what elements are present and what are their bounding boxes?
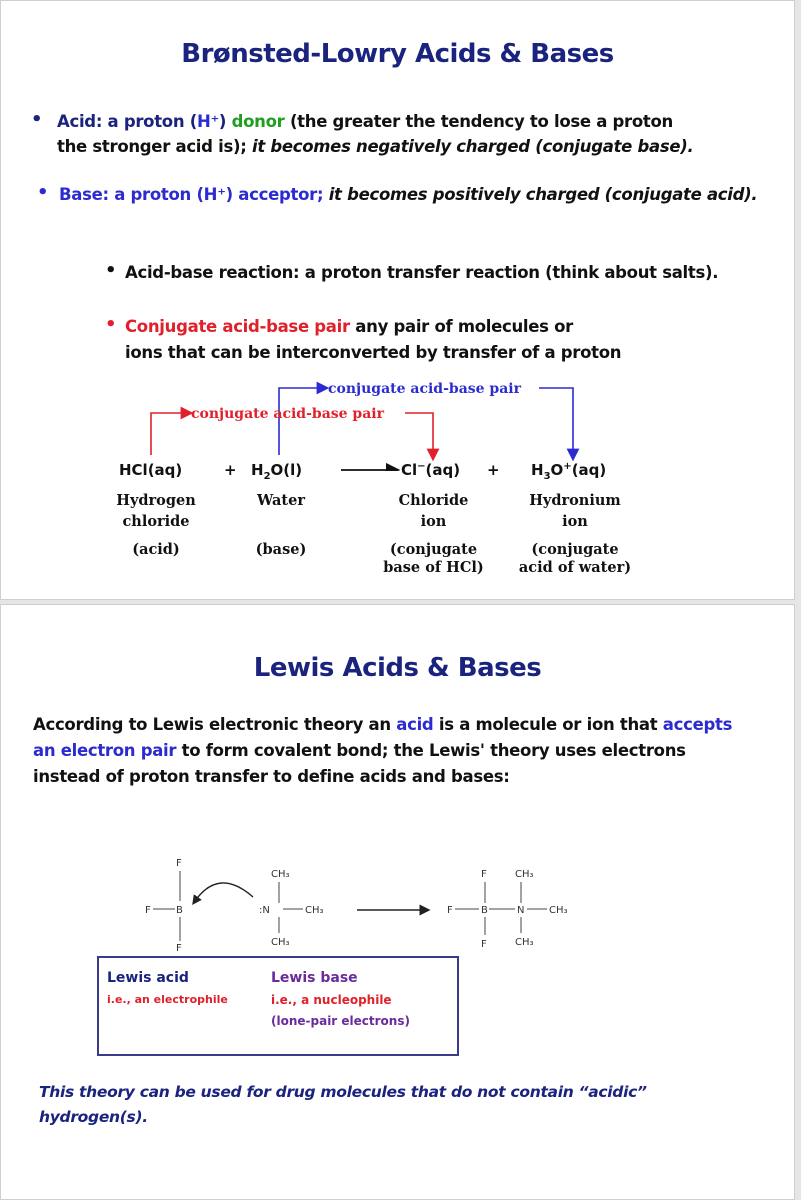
base-rest: it becomes positively charged (conjugate acid). (328, 185, 758, 204)
bullet-marker: • (37, 182, 49, 203)
red-bracket-right (405, 413, 433, 455)
lewis-text-line3: instead of proton transfer to define acids and bases: (33, 767, 510, 786)
hydronium-name: Hydronium ion (conjugate acid of water) (518, 492, 632, 576)
lewis-base-sub2: (lone-pair electrons) (271, 1014, 410, 1028)
svg-text:CH₃: CH₃ (549, 905, 568, 916)
plus-sign: + (224, 461, 237, 479)
conjugate-pair-diagram (1, 1, 796, 471)
species-hydronium: $H_3O^+(aq)$ (531, 461, 607, 482)
species-chloride: Cl−(aq) (401, 461, 461, 479)
blue-pair-label: conjugate acid-base pair (328, 381, 521, 397)
red-pair-label: conjugate acid-base pair (191, 406, 384, 422)
red-bracket-left (151, 413, 187, 455)
svg-text:F: F (481, 939, 487, 950)
svg-text:CH₃: CH₃ (515, 937, 534, 948)
species-hcl: HCl(aq) (119, 461, 183, 479)
acid-rest1: (the greater the tendency to lose a proton (289, 112, 673, 131)
bf3-molecule (145, 858, 183, 954)
slide-bronsted-lowry (0, 0, 795, 600)
slide-title: Brønsted-Lowry Acids & Bases (181, 39, 614, 69)
slide-lewis (0, 604, 795, 1200)
lewis-text-line1: According to Lewis electronic theory an acid is a molecule or ion that accepts (33, 715, 733, 734)
bf3-nme3-reaction-diagram (1, 605, 796, 965)
bullet-marker: • (105, 314, 117, 335)
svg-text:CH₃: CH₃ (271, 937, 290, 948)
bullet-marker: • (31, 109, 43, 130)
acid-rest2a: the stronger acid is); (57, 137, 247, 156)
lewis-footer-line2: hydrogen(s). (39, 1108, 148, 1126)
acid-paren: ) (218, 112, 227, 131)
svg-text:F: F (481, 869, 487, 880)
lewis-base-title: Lewis base (271, 970, 358, 986)
base-term: Base: a proton (H⁺) acceptor; (59, 185, 324, 204)
svg-text:F: F (145, 905, 151, 916)
svg-text::N: :N (259, 905, 270, 916)
bullet-marker: • (105, 260, 117, 281)
plus-sign: + (487, 461, 500, 479)
lewis-acid-base-box (97, 956, 459, 1056)
svg-text:F: F (176, 858, 182, 869)
svg-text:F: F (176, 943, 182, 954)
reaction-definition: Acid-base reaction: a proton transfer reaction (think about salts). (125, 263, 719, 282)
svg-text:F: F (447, 905, 453, 916)
svg-text:N: N (517, 905, 525, 916)
svg-text:B: B (481, 905, 488, 916)
pair-rest1: any pair of molecules or (355, 317, 574, 336)
lewis-acid-title: Lewis acid (107, 970, 189, 986)
acid-donor: donor (231, 112, 285, 131)
lewis-acid-sub: i.e., an electrophile (107, 993, 228, 1006)
blue-bracket-right (539, 388, 573, 455)
pair-term: Conjugate acid-base pair (125, 317, 350, 336)
species-water: $H_2O(l)$ (251, 461, 303, 482)
water-name: Water (base) (255, 492, 307, 558)
slide-title: Lewis Acids & Bases (253, 653, 542, 683)
chloride-name: Chloride ion (conjugate base of HCl) (383, 492, 484, 576)
svg-text:CH₃: CH₃ (515, 869, 534, 880)
lewis-base-sub1: i.e., a nucleophile (271, 993, 392, 1007)
electron-pair-arrow (195, 883, 253, 901)
hcl-name: Hydrogen chloride (acid) (116, 492, 196, 558)
svg-text:CH₃: CH₃ (305, 905, 324, 916)
svg-text:CH₃: CH₃ (271, 869, 290, 880)
nme3-molecule (259, 869, 324, 948)
acid-term: Acid: a proton ( (57, 112, 197, 131)
acid-ion: H⁺ (196, 112, 219, 131)
svg-text:B: B (176, 905, 183, 916)
adduct-molecule (447, 869, 568, 950)
lewis-text-line2: an electron pair to form covalent bond; the Lewis' theory uses electrons (33, 741, 686, 760)
pair-definition-line2: ions that can be interconverted by transfer of a proton (125, 343, 622, 362)
acid-rest2b: it becomes negatively charged (conjugate base). (251, 137, 694, 156)
lewis-footer-line1: This theory can be used for drug molecules that do not contain “acidic” (39, 1083, 647, 1101)
